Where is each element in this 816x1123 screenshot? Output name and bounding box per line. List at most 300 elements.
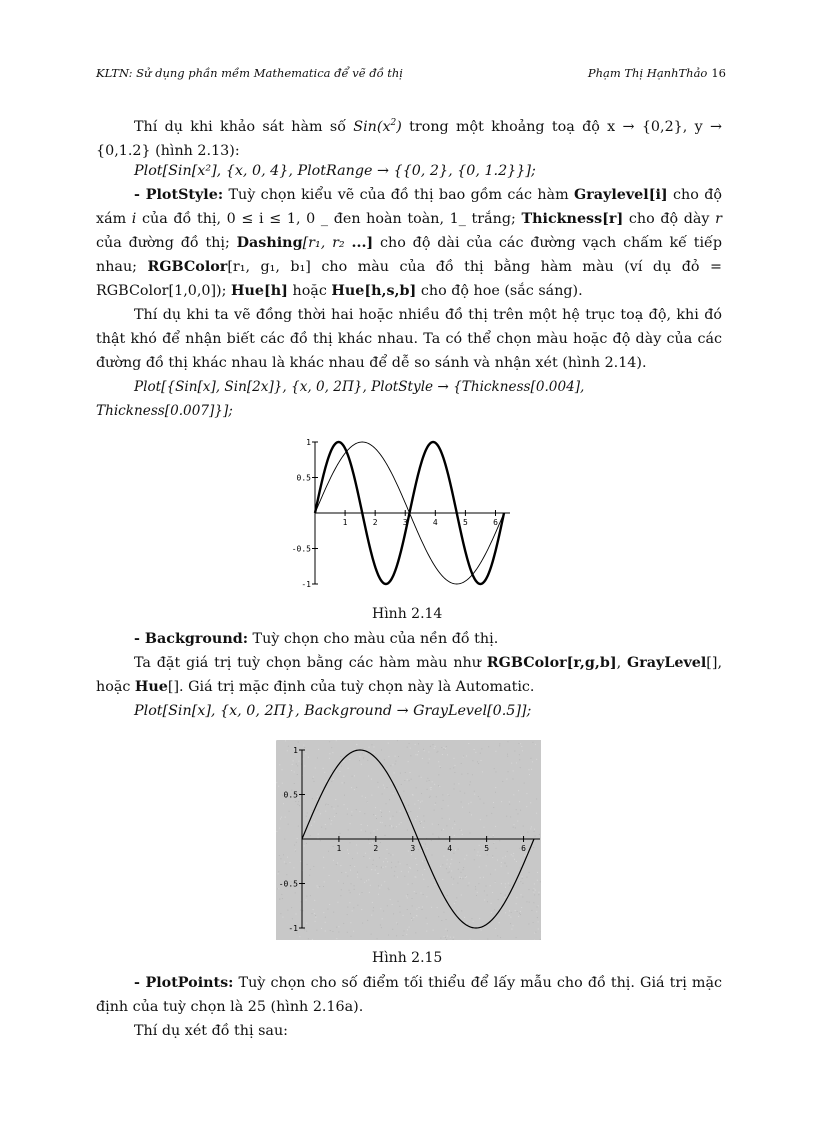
background-speckle: [356, 845, 357, 846]
background-speckle: [443, 800, 444, 801]
background-speckle: [291, 770, 292, 771]
background-speckle: [388, 935, 389, 936]
background-speckle: [448, 805, 449, 806]
background-speckle: [376, 818, 377, 819]
background-speckle: [369, 858, 370, 859]
background-speckle: [314, 913, 315, 914]
background-speckle: [312, 798, 313, 799]
background-speckle: [318, 887, 319, 888]
background-speckle: [317, 796, 318, 797]
background-speckle: [420, 823, 421, 824]
background-speckle: [368, 879, 369, 880]
background-speckle: [403, 935, 404, 936]
background-speckle: [438, 916, 439, 917]
background-speckle: [535, 932, 536, 933]
background-speckle: [369, 843, 370, 844]
background-speckle: [520, 867, 521, 868]
background-speckle: [475, 752, 476, 753]
background-speckle: [528, 889, 529, 890]
background-speckle: [324, 772, 325, 773]
background-speckle: [418, 743, 419, 744]
background-speckle: [439, 837, 440, 838]
background-speckle: [302, 910, 303, 911]
text-run: của đường đồ thị;: [96, 235, 237, 251]
background-speckle: [519, 880, 520, 881]
background-speckle: [493, 835, 494, 836]
background-speckle: [536, 911, 537, 912]
y-tick-label: -1: [301, 580, 311, 589]
background-speckle: [493, 843, 494, 844]
background-speckle: [466, 755, 467, 756]
background-speckle: [289, 862, 290, 863]
background-speckle: [432, 824, 433, 825]
background-speckle: [334, 816, 335, 817]
background-speckle: [472, 774, 473, 775]
background-speckle: [388, 743, 389, 744]
background-speckle: [318, 837, 319, 838]
background-speckle: [388, 756, 389, 757]
background-speckle: [494, 768, 495, 769]
background-speckle: [431, 907, 432, 908]
background-speckle: [454, 765, 455, 766]
background-speckle: [495, 928, 496, 929]
background-speckle: [510, 917, 511, 918]
background-speckle: [313, 866, 314, 867]
background-speckle: [340, 865, 341, 866]
background-speckle: [329, 741, 330, 742]
background-speckle: [505, 887, 506, 888]
background-speckle: [342, 782, 343, 783]
background-speckle: [478, 796, 479, 797]
background-speckle: [407, 830, 408, 831]
background-speckle: [462, 878, 463, 879]
background-speckle: [458, 869, 459, 870]
background-speckle: [416, 754, 417, 755]
background-speckle: [372, 864, 373, 865]
background-speckle: [280, 858, 281, 859]
x-tick-label: 4: [432, 518, 438, 527]
background-speckle: [362, 923, 363, 924]
background-speckle: [537, 880, 538, 881]
background-speckle: [434, 784, 435, 785]
background-speckle: [447, 895, 448, 896]
x-tick-label: 6: [493, 518, 498, 527]
background-speckle: [448, 872, 449, 873]
background-speckle: [411, 919, 412, 920]
background-speckle: [478, 763, 479, 764]
text-run: cho độ dày: [623, 211, 716, 227]
background-speckle: [304, 929, 305, 930]
background-speckle: [338, 881, 339, 882]
background-speckle: [315, 921, 316, 922]
background-speckle: [373, 814, 374, 815]
background-speckle: [318, 749, 319, 750]
background-speckle: [476, 895, 477, 896]
header-title: KLTN: Sử dụng phần mềm Mathematica để vẽ đồ thị: [96, 66, 403, 80]
background-speckle: [313, 909, 314, 910]
background-speckle: [454, 772, 455, 773]
text-run: Tuỳ chọn cho màu của nền đồ thị.: [248, 631, 499, 647]
background-speckle: [473, 921, 474, 922]
background-speckle: [369, 892, 370, 893]
background-speckle: [470, 802, 471, 803]
background-speckle: [449, 819, 450, 820]
text-run: [r₁, g₁, b₁] cho màu của đồ thị bằng hàm màu (ví dụ đỏ = RGBColor[1,0,0]);: [96, 259, 722, 299]
background-speckle: [276, 740, 277, 741]
background-speckle: [499, 840, 500, 841]
background-speckle: [422, 874, 423, 875]
background-speckle: [396, 935, 397, 936]
background-speckle: [433, 878, 434, 879]
background-speckle: [323, 768, 324, 769]
background-speckle: [459, 877, 460, 878]
background-speckle: [534, 932, 535, 933]
background-speckle: [313, 776, 314, 777]
background-speckle: [370, 885, 371, 886]
background-speckle: [340, 756, 341, 757]
background-speckle: [458, 849, 459, 850]
background-speckle: [287, 857, 288, 858]
background-speckle: [388, 889, 389, 890]
background-speckle: [375, 807, 376, 808]
background-speckle: [363, 757, 364, 758]
background-speckle: [371, 869, 372, 870]
text-run: Thí dụ khi khảo sát hàm số: [134, 118, 354, 135]
background-speckle: [460, 872, 461, 873]
background-speckle: [410, 748, 411, 749]
background-speckle: [382, 793, 383, 794]
background-speckle: [394, 875, 395, 876]
background-speckle: [505, 895, 506, 896]
background-speckle: [442, 864, 443, 865]
background-speckle: [304, 845, 305, 846]
background-speckle: [434, 884, 435, 885]
background-speckle: [540, 939, 541, 940]
background-speckle: [519, 801, 520, 802]
background-speckle: [410, 913, 411, 914]
background-speckle: [511, 912, 512, 913]
background-speckle: [279, 855, 280, 856]
background-speckle: [307, 812, 308, 813]
background-speckle: [412, 794, 413, 795]
background-speckle: [537, 872, 538, 873]
background-speckle: [361, 879, 362, 880]
background-speckle: [276, 782, 277, 783]
background-speckle: [304, 765, 305, 766]
background-speckle: [347, 914, 348, 915]
background-speckle: [390, 818, 391, 819]
background-speckle: [415, 932, 416, 933]
background-speckle: [396, 922, 397, 923]
term-graylevel: GrayLevel: [627, 655, 707, 671]
background-speckle: [354, 885, 355, 886]
background-speckle: [432, 855, 433, 856]
background-speckle: [401, 784, 402, 785]
background-speckle: [391, 862, 392, 863]
background-speckle: [507, 756, 508, 757]
background-speckle: [339, 771, 340, 772]
background-speckle: [306, 843, 307, 844]
background-speckle: [387, 787, 388, 788]
background-speckle: [517, 813, 518, 814]
background-speckle: [471, 928, 472, 929]
background-speckle: [426, 781, 427, 782]
term-rgbcolor: RGBColor: [147, 259, 228, 275]
background-speckle: [533, 902, 534, 903]
background-speckle: [353, 907, 354, 908]
background-speckle: [439, 766, 440, 767]
background-speckle: [403, 791, 404, 792]
y-tick-label: 1: [293, 746, 298, 755]
background-speckle: [385, 858, 386, 859]
background-speckle: [348, 853, 349, 854]
background-speckle: [514, 751, 515, 752]
background-speckle: [396, 812, 397, 813]
background-speckle: [449, 866, 450, 867]
background-speckle: [442, 818, 443, 819]
background-speckle: [373, 907, 374, 908]
background-speckle: [539, 834, 540, 835]
background-speckle: [516, 937, 517, 938]
text-run: trong một khoảng toạ độ x → {0,2}, y → {0,1.2} (hình 2.13):: [96, 118, 722, 159]
background-speckle: [288, 746, 289, 747]
background-speckle: [477, 855, 478, 856]
background-speckle: [364, 813, 365, 814]
background-speckle: [441, 808, 442, 809]
y-tick-label: -0.5: [278, 879, 298, 889]
background-speckle: [352, 910, 353, 911]
background-speckle: [390, 783, 391, 784]
background-speckle: [435, 802, 436, 803]
text-run: Ta đặt giá trị tuỳ chọn bằng các hàm màu như: [134, 655, 487, 671]
background-speckle: [325, 930, 326, 931]
background-speckle: [378, 787, 379, 788]
background-speckle: [432, 781, 433, 782]
background-speckle: [377, 782, 378, 783]
background-speckle: [306, 816, 307, 817]
background-speckle: [299, 936, 300, 937]
background-speckle: [445, 748, 446, 749]
background-speckle: [497, 935, 498, 936]
background-speckle: [343, 776, 344, 777]
background-speckle: [427, 923, 428, 924]
background-speckle: [415, 858, 416, 859]
background-speckle: [330, 930, 331, 931]
background-speckle: [419, 776, 420, 777]
background-speckle: [488, 836, 489, 837]
background-speckle: [343, 761, 344, 762]
background-speckle: [435, 804, 436, 805]
background-speckle: [383, 910, 384, 911]
background-speckle: [520, 810, 521, 811]
background-speckle: [474, 791, 475, 792]
background-speckle: [474, 859, 475, 860]
background-speckle: [522, 883, 523, 884]
background-speckle: [293, 760, 294, 761]
background-speckle: [487, 895, 488, 896]
background-speckle: [472, 760, 473, 761]
background-speckle: [455, 900, 456, 901]
background-speckle: [499, 743, 500, 744]
background-speckle: [446, 863, 447, 864]
background-speckle: [279, 899, 280, 900]
background-speckle: [310, 895, 311, 896]
background-speckle: [477, 761, 478, 762]
background-speckle: [499, 745, 500, 746]
background-speckle: [438, 837, 439, 838]
background-speckle: [308, 757, 309, 758]
background-speckle: [516, 897, 517, 898]
x-tick-label: 2: [373, 844, 379, 853]
background-speckle: [316, 930, 317, 931]
background-speckle: [353, 931, 354, 932]
background-speckle: [451, 877, 452, 878]
background-speckle: [513, 855, 514, 856]
background-speckle: [278, 871, 279, 872]
background-speckle: [321, 928, 322, 929]
background-speckle: [491, 813, 492, 814]
background-speckle: [338, 926, 339, 927]
background-speckle: [404, 931, 405, 932]
background-speckle: [336, 864, 337, 865]
background-speckle: [521, 894, 522, 895]
background-speckle: [474, 794, 475, 795]
background-speckle: [533, 892, 534, 893]
background-speckle: [354, 889, 355, 890]
background-speckle: [348, 829, 349, 830]
background-speckle: [386, 849, 387, 850]
background-speckle: [350, 842, 351, 843]
background-speckle: [410, 755, 411, 756]
math-run: [r₁, r₂: [302, 235, 352, 251]
background-speckle: [384, 759, 385, 760]
background-speckle: [447, 936, 448, 937]
background-speckle: [331, 747, 332, 748]
background-speckle: [509, 910, 510, 911]
background-speckle: [398, 861, 399, 862]
background-speckle: [365, 753, 366, 754]
background-speckle: [511, 763, 512, 764]
background-speckle: [449, 872, 450, 873]
background-speckle: [416, 915, 417, 916]
background-speckle: [507, 851, 508, 852]
background-speckle: [380, 924, 381, 925]
background-speckle: [521, 835, 522, 836]
background-speckle: [479, 855, 480, 856]
background-speckle: [403, 801, 404, 802]
background-speckle: [498, 899, 499, 900]
background-speckle: [344, 804, 345, 805]
background-speckle: [407, 909, 408, 910]
background-speckle: [492, 855, 493, 856]
background-speckle: [299, 805, 300, 806]
background-speckle: [535, 744, 536, 745]
background-speckle: [423, 827, 424, 828]
background-speckle: [430, 787, 431, 788]
background-speckle: [336, 813, 337, 814]
background-speckle: [380, 822, 381, 823]
background-speckle: [524, 855, 525, 856]
background-speckle: [365, 831, 366, 832]
background-speckle: [486, 885, 487, 886]
background-speckle: [481, 930, 482, 931]
background-speckle: [438, 774, 439, 775]
background-speckle: [401, 871, 402, 872]
background-speckle: [524, 783, 525, 784]
background-speckle: [380, 908, 381, 909]
figure-2-14-chart: [284, 436, 514, 596]
background-speckle: [471, 814, 472, 815]
background-speckle: [372, 902, 373, 903]
background-speckle: [454, 835, 455, 836]
background-speckle: [329, 758, 330, 759]
background-speckle: [381, 749, 382, 750]
background-speckle: [442, 794, 443, 795]
background-speckle: [344, 782, 345, 783]
background-speckle: [382, 867, 383, 868]
background-speckle: [325, 824, 326, 825]
background-speckle: [441, 920, 442, 921]
background-speckle: [531, 826, 532, 827]
background-speckle: [534, 831, 535, 832]
background-speckle: [404, 876, 405, 877]
background-speckle: [520, 881, 521, 882]
background-speckle: [397, 923, 398, 924]
background-speckle: [395, 761, 396, 762]
background-speckle: [312, 810, 313, 811]
background-speckle: [298, 826, 299, 827]
background-speckle: [499, 922, 500, 923]
background-speckle: [331, 820, 332, 821]
background-speckle: [477, 892, 478, 893]
background-speckle: [347, 849, 348, 850]
math-sin-x2: [353, 119, 402, 135]
background-speckle: [333, 779, 334, 780]
background-speckle: [320, 840, 321, 841]
background-speckle: [526, 853, 527, 854]
background-speckle: [313, 781, 314, 782]
background-speckle: [508, 873, 509, 874]
background-speckle: [508, 883, 509, 884]
background-speckle: [531, 910, 532, 911]
background-speckle: [403, 915, 404, 916]
background-speckle: [372, 842, 373, 843]
text-run: ,: [616, 655, 627, 671]
code-plot-sin-sin2x: Plot[{Sin[x], Sin[2x]}, {x, 0, 2Π}, PlotStyle → {Thickness[0.004], Thickness[0.007]}];: [96, 379, 585, 419]
background-speckle: [509, 804, 510, 805]
background-speckle: [325, 811, 326, 812]
background-speckle: [421, 850, 422, 851]
background-speckle: [378, 873, 379, 874]
background-speckle: [397, 740, 398, 741]
background-speckle: [501, 862, 502, 863]
background-speckle: [282, 783, 283, 784]
background-speckle: [282, 898, 283, 899]
background-speckle: [386, 803, 387, 804]
background-speckle: [317, 810, 318, 811]
background-speckle: [283, 803, 284, 804]
background-speckle: [373, 860, 374, 861]
background-speckle: [357, 872, 358, 873]
background-speckle: [458, 783, 459, 784]
background-speckle: [278, 786, 279, 787]
background-speckle: [381, 927, 382, 928]
background-speckle: [371, 779, 372, 780]
background-speckle: [400, 811, 401, 812]
background-speckle: [350, 892, 351, 893]
term-hue-hsb: Hue[h,s,b]: [331, 283, 417, 299]
background-speckle: [513, 827, 514, 828]
